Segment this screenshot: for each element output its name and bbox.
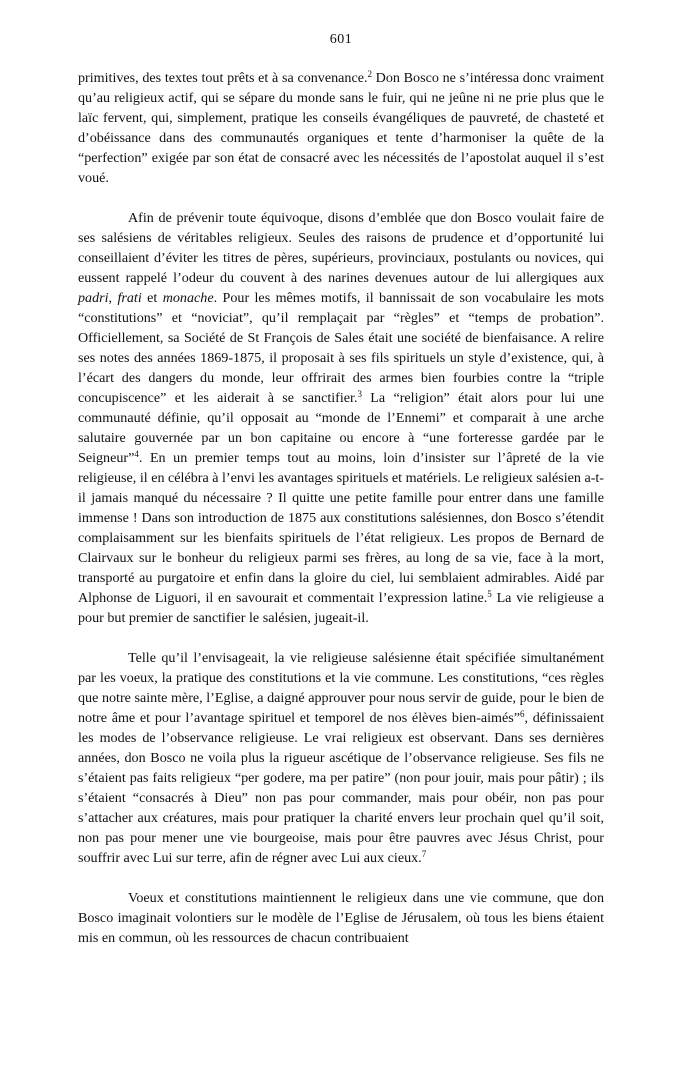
paragraph <box>78 888 604 948</box>
footnote-marker: 2 <box>367 69 372 79</box>
text-run: Don Bosco ne s’intéressa donc vraiment qu’au religieux actif, qui se sépare du monde sans le fuir, qui ne jeûne ni ne prie plus que le laïc fervent, qui, simplement, pratique les conseils évangéliques de pauvreté, de chasteté et d’obéissance dans des communautés organiques et tente d’harmoniser la quête de la “perfection” exigée par son état de consacré avec les nécessités de l’apostolat auquel il s’est voué. <box>78 70 604 186</box>
text-run: La vie religieuse a pour but premier de sanctifier le salésien, jugeait-il. <box>78 590 605 626</box>
text-run: et <box>141 290 163 306</box>
footnote-marker: 7 <box>421 849 427 859</box>
text-run: , définissaient les modes de l’observance religieuse. Le vrai religieux est observant. Dans ses dernières années, don Bosco ne voila plus la rigueur ascétique de l’observance religieuse. Ses fils ne s’étaient pas faits religieux “per godere, ma per patire” (non pour jouir, mais pour pâtir) ; ils s’étaient “consacrés à Dieu” non pas pour commander, mais pour obéir, non pas pour s’attacher aux créatures, mais pour pratiquer la charité envers leur prochain quel qu’il soit, non pas pour mener une vie bourgeoise, mais pour être pauvres avec Jésus Christ, pour souffrir avec Lui sur terre, afin de régner avec Lui aux cieux. <box>78 710 604 866</box>
footnote-marker: 5 <box>487 589 492 599</box>
italic-term: padri <box>78 290 109 306</box>
text-run: . Pour les mêmes motifs, il bannissait de son vocabulaire les mots “constitutions” et “noviciat”, qu’il remplaçait par “règles” et “temps de probation”. Officiellement, sa Société de St François de Sales était une société de bienfaisance. A relire ses notes des années 1869-1875, il proposait à ses fils spirituels un style d’existence, qui, à l’écart des dangers du monde, leur offrirait des armes bien fourbies contre la “triple concupiscence” et les aiderait à se sanctifier. <box>78 290 605 406</box>
text-run: , <box>108 290 118 306</box>
body-text <box>78 68 604 948</box>
footnote-marker: 4 <box>134 449 139 459</box>
italic-term: monache <box>162 290 214 306</box>
italic-term: frati <box>117 290 142 306</box>
text-run: Voeux et constitutions maintiennent le religieux dans une vie commune, que don Bosco imaginait volontiers sur le modèle de l’Eglise de Jérusalem, où tous les biens étaient mis en commun, où les ressources de chacun contribuaient <box>78 890 604 946</box>
paragraph <box>78 68 604 188</box>
text-run: primitives, des textes tout prêts et à sa convenance. <box>78 70 368 86</box>
text-run: Afin de prévenir toute équivoque, disons d’emblée que don Bosco voulait faire de ses salésiens de véritables religieux. Seules des raisons de prudence et d’opportunité lui conseillaient d’éviter les titres de pères, supérieurs, provinciaux, postulants ou novices, qui eussent rappelé l’odeur du couvent à des narines devenues autour de lui allergiques aux <box>78 210 604 286</box>
footnote-marker: 6 <box>519 709 525 719</box>
text-run: Telle qu’il l’envisageait, la vie religieuse salésienne était spécifiée simultanément par les voeux, la pratique des constitutions et la vie commune. Les constitutions, “ces règles que notre sainte mère, l’Eglise, a daigné approuver pour nous servir de guide, pour le bien de notre âme et pour l’avantage spirituel et temporel de nos élèves bien-aimés” <box>78 650 604 726</box>
text-run: La “religion” était alors pour lui une communauté définie, qu’il opposait au “monde de l’Ennemi” et comparait à une arche salutaire gouvernée par un bon capitaine ou encore à “une forteresse gardée par le Seigneur” <box>78 390 605 466</box>
text-run: . En un premier temps tout au moins, loin d’insister sur l’âpreté de la vie religieuse, il en célébra à l’envi les avantages spirituels et matériels. Le religieux salésien a-t-il jamais manqué du nécessaire ? Il quitte une petite famille pour entrer dans une famille immense ! Dans son introduction de 1875 aux constitutions salésiennes, don Bosco s’étendit complaisamment sur les bienfaits spirituels de l’état religieux. Les propos de Bernard de Clairvaux sur le bonheur du religieux parmi ses frères, au long de sa vie, face à la mort, transporté au purgatoire et enfin dans la gloire du ciel, lui semblaient admirables. Aidé par Alphonse de Liguori, il en savourait et commentait l’expression latine. <box>78 450 604 606</box>
paragraph <box>78 648 604 868</box>
paragraph <box>78 208 604 628</box>
footnote-marker: 3 <box>357 389 362 399</box>
page-number: 601 <box>329 32 353 47</box>
document-page <box>78 0 604 948</box>
